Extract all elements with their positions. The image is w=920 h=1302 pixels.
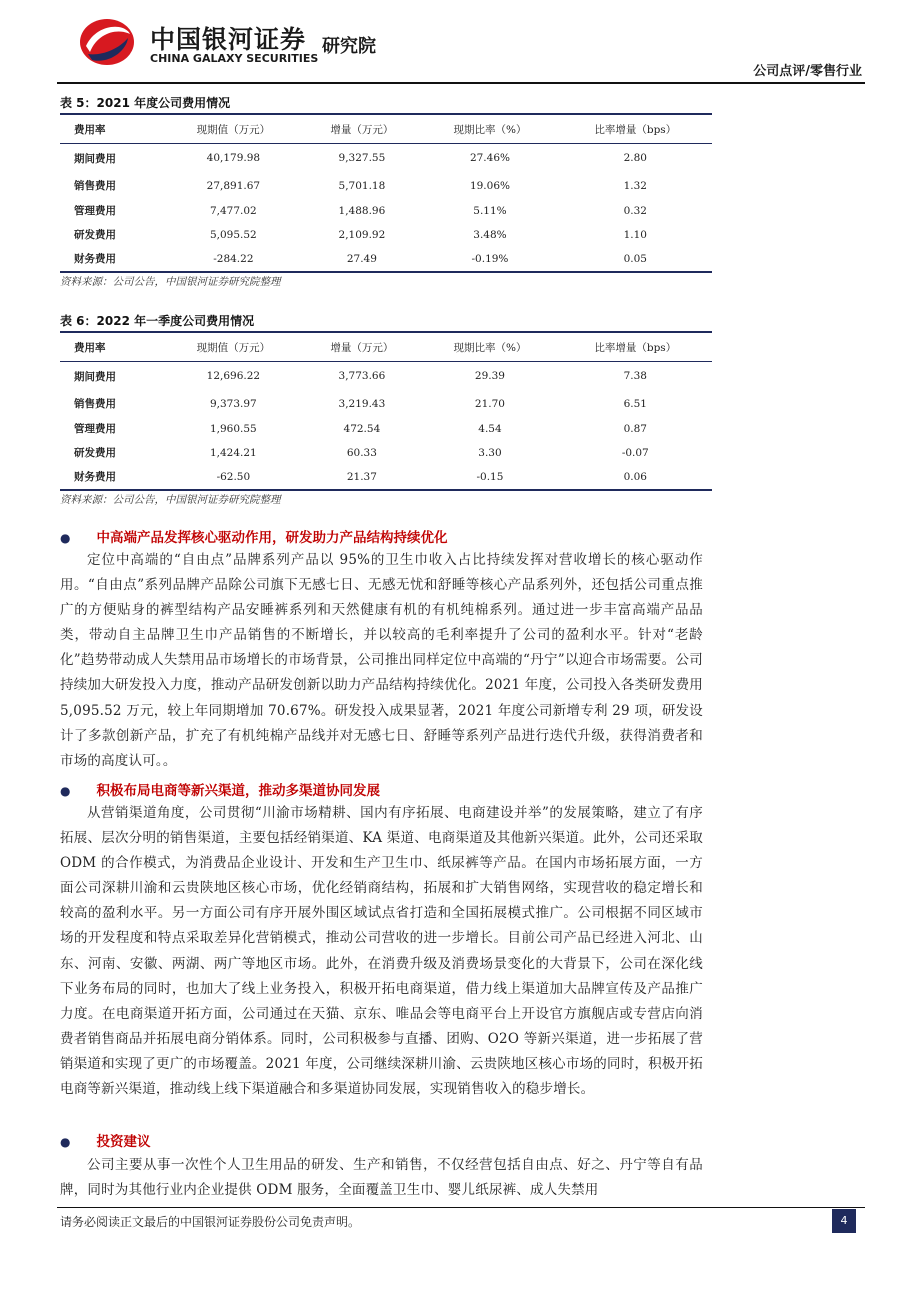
table6-title: 表 6：2022 年一季度公司费用情况 [60,314,255,328]
table-cell: 3.48% [473,228,507,241]
table-row [60,223,712,247]
table-cell: 研发费用 [74,229,116,241]
bullet-icon: ● [60,784,71,798]
table-row [60,362,712,391]
table-cell: 销售费用 [74,180,116,192]
table-cell: 1.32 [623,179,647,192]
table-cell: 销售费用 [74,398,116,410]
brand-name-cn: 中国银河证券 [150,25,307,54]
table-cell: 管理费用 [74,205,116,217]
section-heading-text: 投资建议 [96,1134,151,1150]
table-cell: 5,701.18 [338,179,386,192]
table-cell: 1,424.21 [209,446,257,459]
table-header-cell: 费用率 [60,114,164,144]
table-cell: 期间费用 [74,370,116,383]
table-cell: 管理费用 [74,423,116,435]
table-cell: 3,773.66 [338,370,386,383]
table-cell: 6.51 [623,397,647,410]
table-cell: 27.49 [302,247,421,272]
table-header-cell: 增量（万元） [302,332,421,362]
table-header-cell: 费用率 [60,332,164,362]
table-cell: 12,696.22 [206,370,261,383]
bullet-icon: ● [60,531,71,545]
section-heading [60,779,380,799]
section-heading [60,1130,150,1150]
table-cell: 1,488.96 [338,204,386,217]
table-cell: -62.50 [164,465,302,490]
table-cell: 财务费用 [60,465,164,490]
table-cell: 27,891.67 [206,179,261,192]
table-cell: 40,179.98 [206,152,261,165]
bullet-icon: ● [60,1135,71,1149]
table-cell: 研发费用 [74,447,116,459]
page-number: 4 [832,1209,856,1233]
table-cell: 0.06 [559,465,712,490]
table-header-cell: 现期值（万元） [164,114,302,144]
table5 [60,113,712,273]
table-header-cell: 比率增量（bps） [559,332,712,362]
table5-header-row [60,114,712,144]
table-row [60,173,712,199]
table6 [60,331,712,491]
table-row [60,465,712,490]
table-cell: -0.19% [421,247,558,272]
galaxy-logo-icon [78,16,136,68]
table-cell: 21.37 [302,465,421,490]
section-heading-text: 积极布局电商等新兴渠道，推动多渠道协同发展 [96,783,380,799]
section-heading [60,526,447,546]
table-cell: 21.70 [474,397,505,410]
table-cell: 5.11% [473,204,507,217]
table5-title: 表 5：2021 年度公司费用情况 [60,96,231,110]
section-heading-text: 中高端产品发挥核心驱动作用，研发助力产品结构持续优化 [96,530,448,546]
table-cell: 4.54 [478,422,502,435]
table-cell: -0.15 [421,465,558,490]
table-header-cell: 现期比率（%） [421,332,558,362]
table-cell: 3,219.43 [338,397,386,410]
table-cell: 1,960.55 [209,422,257,435]
table-cell: 2.80 [623,152,647,165]
table-cell: 27.46% [469,152,510,165]
table-cell: 0.32 [623,204,647,217]
table5-source: 资料来源：公司公告，中国银河证券研究院整理 [60,276,281,288]
brand-institute: 研究院 [322,36,376,57]
table-cell: 5,095.52 [209,228,257,241]
table-cell: -284.22 [164,247,302,272]
section-paragraph: 定位中高端的“自由点”品牌系列产品以 95%的卫生巾收入占比持续发挥对营收增长的核心驱动作用。“自由点”系列品牌产品除公司旗下无感七日、无感无忧和舒睡等核心产品系列外，还包括公司重点推广的方便贴身的裤型结构产品安睡裤系列和天然健康有机的有机纯棉系列。通过进一步丰富高端产品品类，带动自主品牌卫生巾产品销售的不断增长，并以较高的毛利率提升了公司的盈利水平。针对“老龄化”趋势带动成人失禁用品市场增长的市场背景，公司推出同样定位中高端的“丹宁”以迎合市场需要。公司持续加大研发投入力度，推动产品研发创新以助力产品结构持续优化。2021 年度，公司投入各类研发费用 5,095.52 万元，较上年同期增加 70.67%。研发投入成果显著，2021 年度公司新增专利 29 项，研发设计了多款创新产品，扩充了有机纯棉产品线并对无感七日、舒睡等系列产品进行迭代升级，获得消费者和市场的高度认可。。 [60,552,703,769]
table-cell: 3.30 [478,446,502,459]
footer-divider [57,1207,865,1208]
table-row [60,417,712,441]
table-row [60,441,712,465]
table-row [60,247,712,272]
table-cell: 19.06% [469,179,510,192]
table-row [60,391,712,417]
table-header-cell: 现期比率（%） [421,114,558,144]
section-paragraph: 公司主要从事一次性个人卫生用品的研发、生产和销售，不仅经营包括自由点、好之、丹宁等自有品牌，同时为其他行业内企业提供 ODM 服务，全面覆盖卫生巾、婴儿纸尿裤、成人失禁用 [60,1157,703,1199]
table6-header-row [60,332,712,362]
table-row [60,199,712,223]
table-cell: 0.05 [559,247,712,272]
report-category: 公司点评/零售行业 [753,64,862,79]
table-cell: 60.33 [346,446,377,459]
table6-source: 资料来源：公司公告，中国银河证券研究院整理 [60,494,281,506]
table-cell: 0.87 [623,422,647,435]
table-cell: -0.07 [621,446,649,459]
table-cell: 9,327.55 [338,152,386,165]
table-cell: 29.39 [474,370,505,383]
table-cell: 7,477.02 [209,204,257,217]
header-divider [57,82,865,84]
table-cell: 1.10 [623,228,647,241]
table-header-cell: 增量（万元） [302,114,421,144]
footer-disclaimer: 请务必阅读正文最后的中国银河证券股份公司免责声明。 [60,1215,361,1229]
brand-name-en: CHINA GALAXY SECURITIES [150,52,319,65]
table-header-cell: 现期值（万元） [164,332,302,362]
table-cell: 9,373.97 [209,397,257,410]
table-cell: 7.38 [623,370,647,383]
table-cell: 2,109.92 [338,228,386,241]
table-cell: 财务费用 [60,247,164,272]
table-header-cell: 比率增量（bps） [559,114,712,144]
table-cell: 472.54 [343,422,381,435]
section-paragraph: 从营销渠道角度，公司贯彻“川渝市场精耕、国内有序拓展、电商建设并举”的发展策略，建立了有序拓展、层次分明的销售渠道，主要包括经销渠道、KA 渠道、电商渠道及其他新兴渠道。此外，公司还采取 ODM 的合作模式，为消费品企业设计、开发和生产卫生巾、纸尿裤等产品。在国内市场拓展方面，一方面公司深耕川渝和云贵陕地区核心市场，优化经销商结构，拓展和扩大销售网络，实现营收的稳定增长和较高的盈利水平。另一方面公司有序开展外围区域试点省打造和全国拓展模式推广。公司根据不同区域市场的开发程度和特点采取差异化营销模式，推动公司营收的进一步增长。目前公司产品已经进入河北、山东、河南、安徽、两湖、两广等地区市场。此外，在消费升级及消费场景变化的大背景下，公司在深化线下业务布局的同时，也加大了线上业务投入，积极开拓电商渠道，借力线上渠道加大品牌宣传及产品推广力度。在电商渠道开拓方面，公司通过在天猫、京东、唯品会等电商平台上开设官方旗舰店或专营店向消费者销售商品并拓展电商分销体系。同时，公司积极参与直播、团购、O2O 等新兴渠道，进一步拓展了营销渠道和实现了更广的市场覆盖。2021 年度，公司继续深耕川渝、云贵陕地区核心市场的同时，积极开拓电商等新兴渠道，推动线上线下渠道融合和多渠道协同发展，实现销售收入的稳步增长。 [60,805,703,1098]
table-row [60,144,712,173]
table-cell: 期间费用 [74,152,116,165]
